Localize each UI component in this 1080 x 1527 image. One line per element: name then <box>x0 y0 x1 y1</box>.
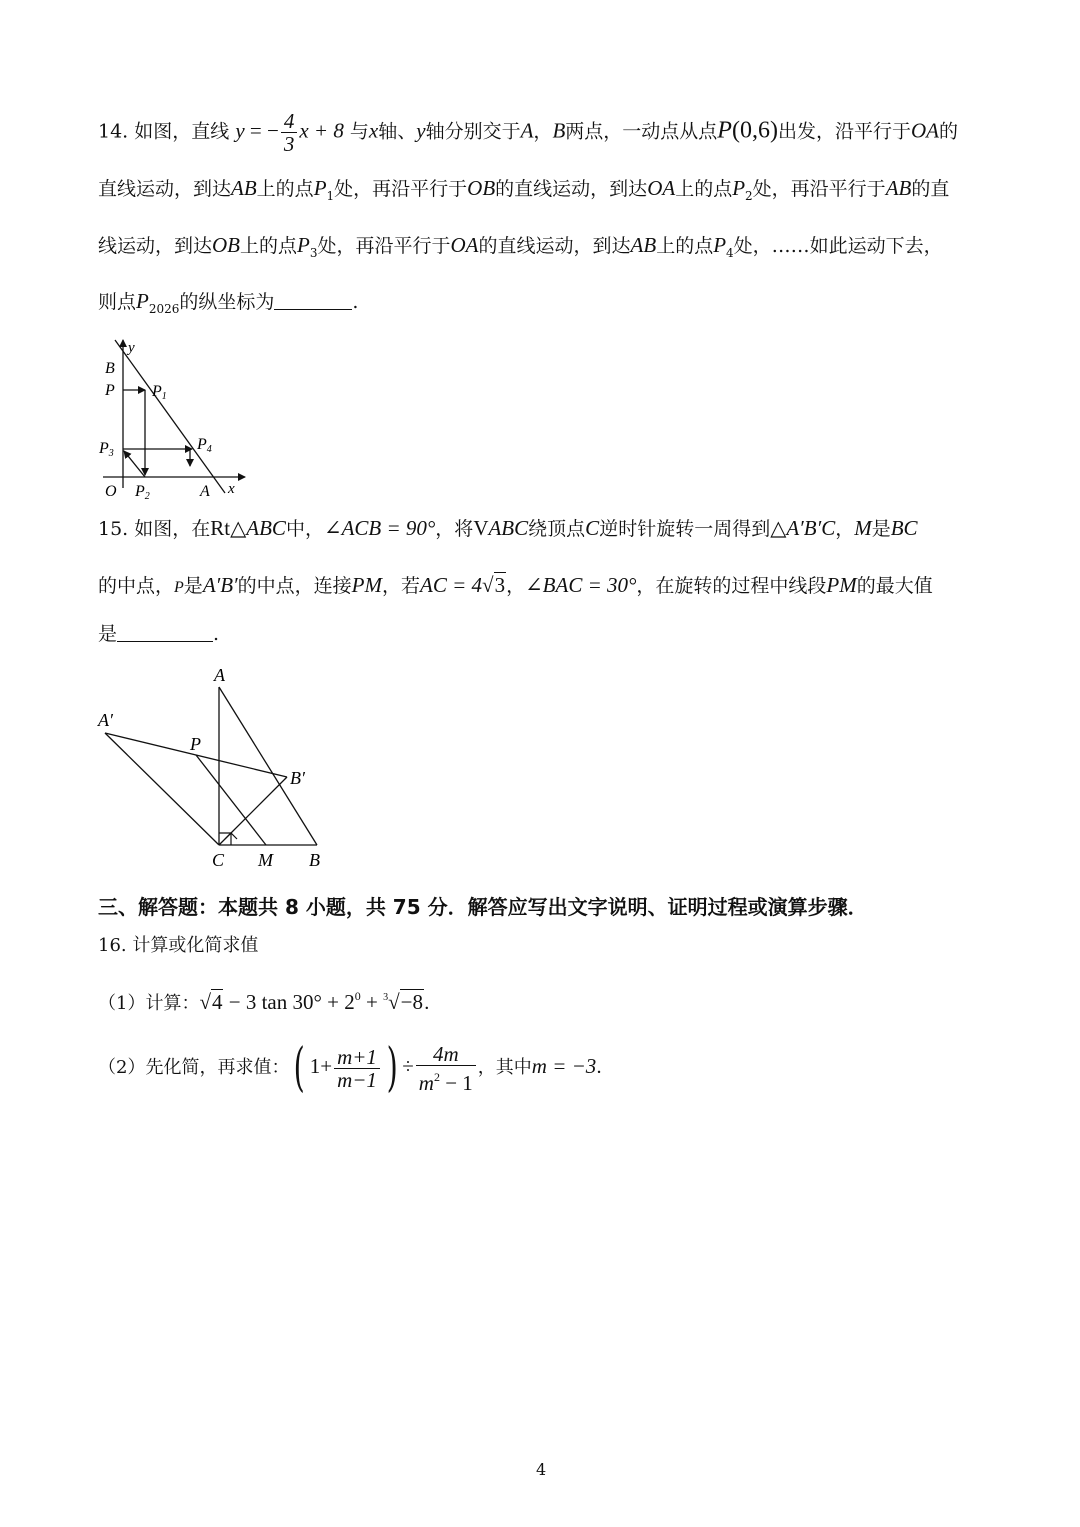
fraction-m1: $\frac{m+1}{m-1}$ <box>334 1046 380 1091</box>
cube-root: $^3$√−8 <box>383 990 423 1014</box>
side-ca-prime <box>105 733 219 845</box>
label-b: B <box>105 360 115 377</box>
sqrt-3: √3 <box>482 573 506 597</box>
label-p: P <box>105 382 115 399</box>
label-p3: P3 <box>99 440 114 459</box>
label-c: C <box>212 850 225 870</box>
label-m: M <box>258 850 273 870</box>
label-b: B <box>309 850 320 870</box>
q14-line-3: 线运动，到达OB上的点$P_3$处，再沿平行于OA的直线运动，到达AB上的点$P_4$处，……如此运动下去， <box>98 233 943 260</box>
label-a: A <box>200 483 210 500</box>
label-p1: P1 <box>152 383 167 402</box>
label-o: O <box>105 483 117 500</box>
q16-title: 16. 计算或化简求值 <box>98 935 259 956</box>
answer-blank-14 <box>274 291 352 310</box>
label-y: y <box>128 340 135 356</box>
section-heading: 三、解答题：本题共 8 小题，共 75 分．解答应写出文字说明、证明过程或演算步骤． <box>98 895 868 919</box>
sqrt-4: √4 <box>199 990 223 1014</box>
label-a: A <box>214 665 225 685</box>
q14-line-4: 则点$P_{2026}$的纵坐标为 . <box>98 289 359 316</box>
label-p2: P2 <box>135 483 150 502</box>
label-b-prime: B′ <box>290 768 305 788</box>
q14-number: 14. <box>98 120 129 143</box>
q14-line-1: 14. 如图，直线 y = − $\frac{4}{3}$ x + 8 与x轴、y轴分别交于A，B两点，一动点从点P(0,6)出发，沿平行于OA的 <box>98 109 958 156</box>
fraction-4-3: $\frac{4}{3}$ <box>281 110 298 155</box>
page-number: 4 <box>536 1460 547 1479</box>
side-ab <box>219 687 317 845</box>
q16-part-2: （2）先化简，再求值：( 1+ $\frac{m+1}{m-1}$ ) ÷ $\frac{4m}{m^2 - 1}$ ，其中m = −3． <box>98 1038 615 1098</box>
label-a-prime: A′ <box>98 710 113 730</box>
label-p: P <box>190 734 201 754</box>
segment-pm <box>196 755 266 845</box>
q15-line-2: 的中点，P是A′B′的中点，连接PM，若AC = 4√3，∠BAC = 30°，在旋转的过程中线段PM的最大值 <box>98 573 933 597</box>
figure-15 <box>90 660 340 875</box>
q15-number: 15. <box>98 518 129 540</box>
answer-blank-15 <box>117 623 213 642</box>
label-x: x <box>228 481 235 497</box>
q16-part-1: （1）计算：√4 − 3 $\tan 30^\circ + 2^0 + ^3√-8$． <box>98 984 442 1016</box>
label-p4: P4 <box>197 436 212 455</box>
q15-line-1: 15. 如图，在Rt△ABC中，∠ACB = 90°，将VABC绕顶点C逆时针旋转一周得到△A′B′C，M是BC <box>98 516 918 540</box>
q15-line-3: 是 . <box>98 623 220 645</box>
line-ab <box>115 340 225 493</box>
figure-14 <box>95 330 255 505</box>
fraction-4m: $\frac{4m}{m^2 - 1}$ <box>416 1043 476 1094</box>
path-p2-p3 <box>124 451 145 477</box>
q14-line-2: 直线运动，到达AB上的点$P_1$处，再沿平行于OB的直线运动，到达OA上的点$P_2$处，再沿平行于AB的直 <box>98 176 950 203</box>
